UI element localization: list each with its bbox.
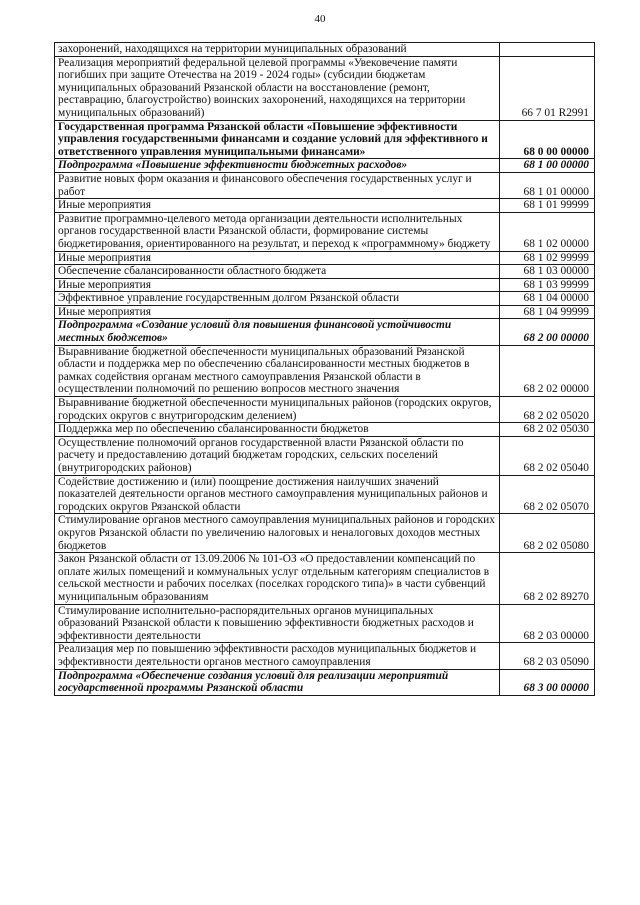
table-row: [55, 436, 595, 475]
row-name-cell: Государственная программа Рязанской области «Повышение эффективности управления государственными финансами и создание условий для эффективного и ответственного управления муниципальными финансами»: [55, 120, 500, 159]
subprogram-row: [55, 319, 595, 345]
table-row: [55, 212, 595, 251]
row-name-cell: Реализация мер по повышению эффективности расходов муниципальных бюджетов и эффективности деятельности органов местного самоуправления: [55, 643, 500, 669]
row-name-cell: Развитие новых форм оказания и финансового обеспечения государственных услуг и работ: [55, 172, 500, 198]
table-row: [55, 305, 595, 319]
table-row: [55, 423, 595, 437]
row-code-cell: 68 1 01 99999: [500, 199, 595, 213]
budget-classification-table: [54, 42, 595, 696]
page-number: 40: [314, 13, 326, 25]
row-name-cell: Подпрограмма «Создание условий для повышения финансовой устойчивости местных бюджетов»: [55, 319, 500, 345]
row-name-cell: Стимулирование органов местного самоуправления муниципальных районов и городских округов Рязанской области по увеличению налоговых и неналоговых доходов местных бюджетов: [55, 514, 500, 553]
row-name-cell: Иные мероприятия: [55, 199, 500, 213]
row-code-cell: 68 2 02 05020: [500, 397, 595, 423]
row-name-cell: Эффективное управление государственным долгом Рязанской области: [55, 292, 500, 306]
row-code-cell: 68 2 02 89270: [500, 553, 595, 604]
table-row: [55, 265, 595, 279]
table-row: [55, 278, 595, 292]
row-code-cell: 68 2 02 00000: [500, 345, 595, 396]
row-name-cell: Иные мероприятия: [55, 251, 500, 265]
row-name-cell: Выравнивание бюджетной обеспеченности муниципальных образований Рязанской области и поддержка мер по обеспечению сбалансированности местных бюджетов в рамках содействия органам местного самоуправления Рязанской области в осуществлении полномочий по решению вопросов местного значения: [55, 345, 500, 396]
table-row: [55, 56, 595, 120]
row-code-cell: 68 2 03 00000: [500, 604, 595, 643]
row-name-cell: Реализация мероприятий федеральной целевой программы «Увековечение памяти погибших при защите Отечества на 2019 - 2024 годы» (субсидии бюджетам муниципальных образований Рязанской области на восстановление (ремонт, реставрацию, благоустройство) воинских захоронений, находящихся на территории муниципальных образований): [55, 56, 500, 120]
table-row: [55, 604, 595, 643]
row-name-cell: Подпрограмма «Обеспечение создания условий для реализации мероприятий государственной программы Рязанской области: [55, 669, 500, 695]
row-name-cell: Развитие программно-целевого метода организации деятельности исполнительных органов государственной власти Рязанской области, формирование системы бюджетирования, ориентированного на результат, и переход к «программному» бюджету: [55, 212, 500, 251]
row-name-cell: Стимулирование исполнительно-распорядительных органов муниципальных образований Рязанской области к повышению эффективности бюджетных расходов и эффективности деятельности: [55, 604, 500, 643]
state-program-row: [55, 120, 595, 159]
row-code-cell: 68 1 03 99999: [500, 278, 595, 292]
row-name-cell: Поддержка мер по обеспечению сбалансированности бюджетов: [55, 423, 500, 437]
row-code-cell: 68 1 01 00000: [500, 172, 595, 198]
row-code-cell: 68 2 02 05030: [500, 423, 595, 437]
table-row: [55, 172, 595, 198]
row-name-cell: Иные мероприятия: [55, 305, 500, 319]
table-row: [55, 199, 595, 213]
row-code-cell: 68 1 04 00000: [500, 292, 595, 306]
table-row: [55, 643, 595, 669]
row-code-cell: 68 2 03 05090: [500, 643, 595, 669]
row-code-cell: 68 0 00 00000: [500, 120, 595, 159]
table-row: [55, 397, 595, 423]
row-code-cell: 68 1 04 99999: [500, 305, 595, 319]
table-row: [55, 292, 595, 306]
table-row: [55, 514, 595, 553]
table-row: [55, 553, 595, 604]
row-code-cell: 68 3 00 00000: [500, 669, 595, 695]
table-row: [55, 475, 595, 514]
row-code-cell: 68 1 00 00000: [500, 159, 595, 173]
row-name-cell: Закон Рязанской области от 13.09.2006 № 101-ОЗ «О предоставлении компенсаций по оплате жилых помещений и коммунальных услуг отдельным категориям специалистов в сельской местности и рабочих поселках (поселках городского типа)» в части субвенций муниципальным образованиям: [55, 553, 500, 604]
row-name-cell: захоронений, находящихся на территории муниципальных образований: [55, 43, 500, 57]
row-code-cell: 68 1 02 99999: [500, 251, 595, 265]
row-code-cell: 68 2 02 05070: [500, 475, 595, 514]
row-code-cell: 66 7 01 R2991: [500, 56, 595, 120]
row-code-cell: 68 2 00 00000: [500, 319, 595, 345]
row-code-cell: [500, 43, 595, 57]
row-name-cell: Иные мероприятия: [55, 278, 500, 292]
row-name-cell: Подпрограмма «Повышение эффективности бюджетных расходов»: [55, 159, 500, 173]
row-code-cell: 68 1 02 00000: [500, 212, 595, 251]
table-row: [55, 251, 595, 265]
row-code-cell: 68 2 02 05040: [500, 436, 595, 475]
subprogram-row: [55, 669, 595, 695]
row-name-cell: Выравнивание бюджетной обеспеченности муниципальных районов (городских округов, городских округов с внутригородским делением): [55, 397, 500, 423]
row-code-cell: 68 2 02 05080: [500, 514, 595, 553]
row-name-cell: Обеспечение сбалансированности областного бюджета: [55, 265, 500, 279]
row-name-cell: Содействие достижению и (или) поощрение достижения наилучших значений показателей деятельности органов местного самоуправления муниципальных районов и городских округов Рязанской области: [55, 475, 500, 514]
row-name-cell: Осуществление полномочий органов государственной власти Рязанской области по расчету и предоставлению дотаций бюджетам городских, сельских поселений (внутригородских районов): [55, 436, 500, 475]
row-code-cell: 68 1 03 00000: [500, 265, 595, 279]
table-row: [55, 345, 595, 396]
subprogram-row: [55, 159, 595, 173]
table-body: [55, 43, 595, 696]
table-row: [55, 43, 595, 57]
